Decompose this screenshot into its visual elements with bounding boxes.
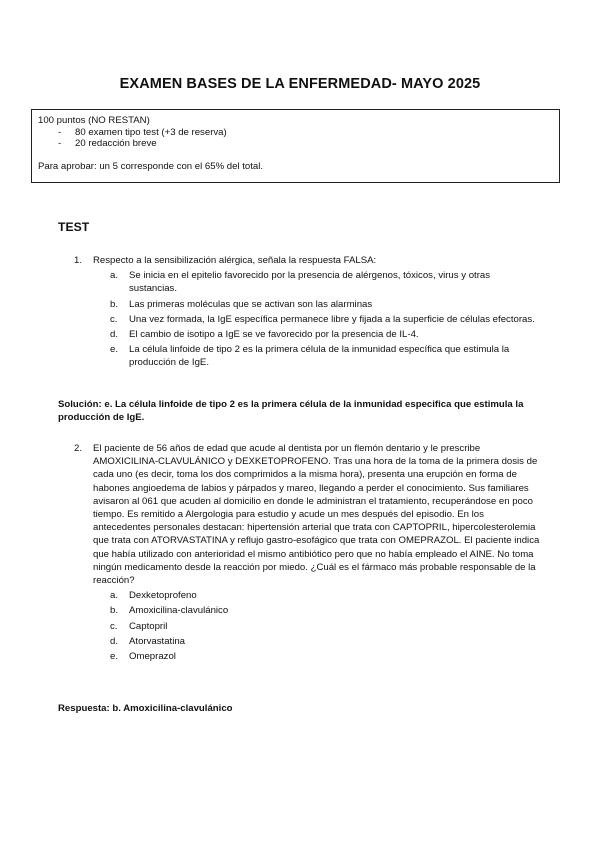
option-letter: c. <box>110 313 118 325</box>
option-letter: e. <box>110 344 119 356</box>
section-heading: TEST <box>58 220 90 234</box>
options-list <box>110 589 540 663</box>
option-text: Las primeras moléculas que se activan son las alarminas <box>129 298 373 310</box>
bullet-item <box>58 127 553 139</box>
bullet-text: 20 redacción breve <box>75 138 157 150</box>
approve-line: Para aprobar: un 5 corresponde con el 65% del total. <box>38 160 264 172</box>
option-letter: b. <box>110 298 119 310</box>
option-e <box>110 343 540 369</box>
question-text: El paciente de 56 años de edad que acude al dentista por un flemón dentario y le prescribe AMOXICILINA-CLAVULÁNICO y DEXKETOPROFENO. Tras una hora de la toma de la primera dosis de cada uno (es decir, toma los dos comprimidos a la misma hora), presenta una erupción en forma de habones angioedema de labios y párpados y mareo, llegando a perder el conocimiento. Sus familiares avisaron al 061 que acuden al domicilio en donde le administran el tratamiento, recuperándose en poco tiempo. Es remitido a Alergologia para estudio y acude un mes después del episodio. En los antecedentes personales destacan: hipertensión arterial que trata con CAPTOPRIL, hipercolesterolemia que trata con ATORVASTATINA y reflujo gastro-esofágico que trata con OMEPRAZOL. El paciente indica que había utilizado con anterioridad el mismo antibiótico pero que no había empleado el AINE. No toma ningún medicamento desde la reacción por miedo. ¿Cuál es el fármaco más probable responsable de la reacción? <box>93 443 540 587</box>
option-letter: a. <box>110 590 119 602</box>
option-d <box>110 328 540 341</box>
option-letter: e. <box>110 651 119 663</box>
bullet-text: 80 examen tipo test (+3 de reserva) <box>75 126 227 138</box>
option-letter: d. <box>110 329 119 341</box>
option-text: Se inicia en el epitelio favorecido por la presencia de alérgenos, tóxicos, virus y otras sustancias. <box>129 270 491 295</box>
bullet-item <box>58 138 553 150</box>
option-text: Captopril <box>129 620 168 632</box>
option-d <box>110 635 540 648</box>
question-number: 2. <box>74 443 83 454</box>
question-number: 1. <box>74 255 83 266</box>
option-letter: b. <box>110 605 119 617</box>
exam-info-box <box>31 109 560 183</box>
option-letter: d. <box>110 635 119 647</box>
option-text: Omeprazol <box>129 651 176 663</box>
option-b <box>110 298 540 311</box>
points-line: 100 puntos (NO RESTAN) <box>38 115 150 126</box>
option-a <box>110 589 540 602</box>
option-letter: c. <box>110 620 118 632</box>
option-text: El cambio de isotipo a IgE se ve favorecido por la presencia de IL-4. <box>129 329 419 341</box>
option-b <box>110 604 540 617</box>
question-text: Respecto a la sensibilización alérgica, señala la respuesta FALSA: <box>93 255 377 266</box>
answer-2: Respuesta: b. Amoxicilina-clavulánico <box>58 703 233 714</box>
option-text: Dexketoprofeno <box>129 590 197 602</box>
question-1 <box>74 254 540 372</box>
option-text: Amoxicilina-clavulánico <box>129 605 229 617</box>
option-text: Atorvastatina <box>129 635 185 647</box>
options-list <box>110 269 540 369</box>
option-c <box>110 313 540 326</box>
option-a <box>110 269 540 295</box>
option-e <box>110 650 540 663</box>
option-text: La célula linfoide de tipo 2 es la primera célula de la inmunidad específica que estimula la producción de IgE. <box>129 344 510 369</box>
page-title: EXAMEN BASES DE LA ENFERMEDAD- MAYO 2025 <box>119 76 481 92</box>
dash-marker: - <box>58 138 62 150</box>
question-2 <box>74 442 540 665</box>
option-text: Una vez formada, la IgE específica permanece libre y fijada a la superficie de células efectoras. <box>129 313 535 325</box>
solution-1: Solución: e. La célula linfoide de tipo 2 es la primera célula de la inmunidad especifica que estimula la producción de IgE. <box>58 399 524 424</box>
option-letter: a. <box>110 270 119 282</box>
dash-marker: - <box>58 126 62 138</box>
option-c <box>110 620 540 633</box>
